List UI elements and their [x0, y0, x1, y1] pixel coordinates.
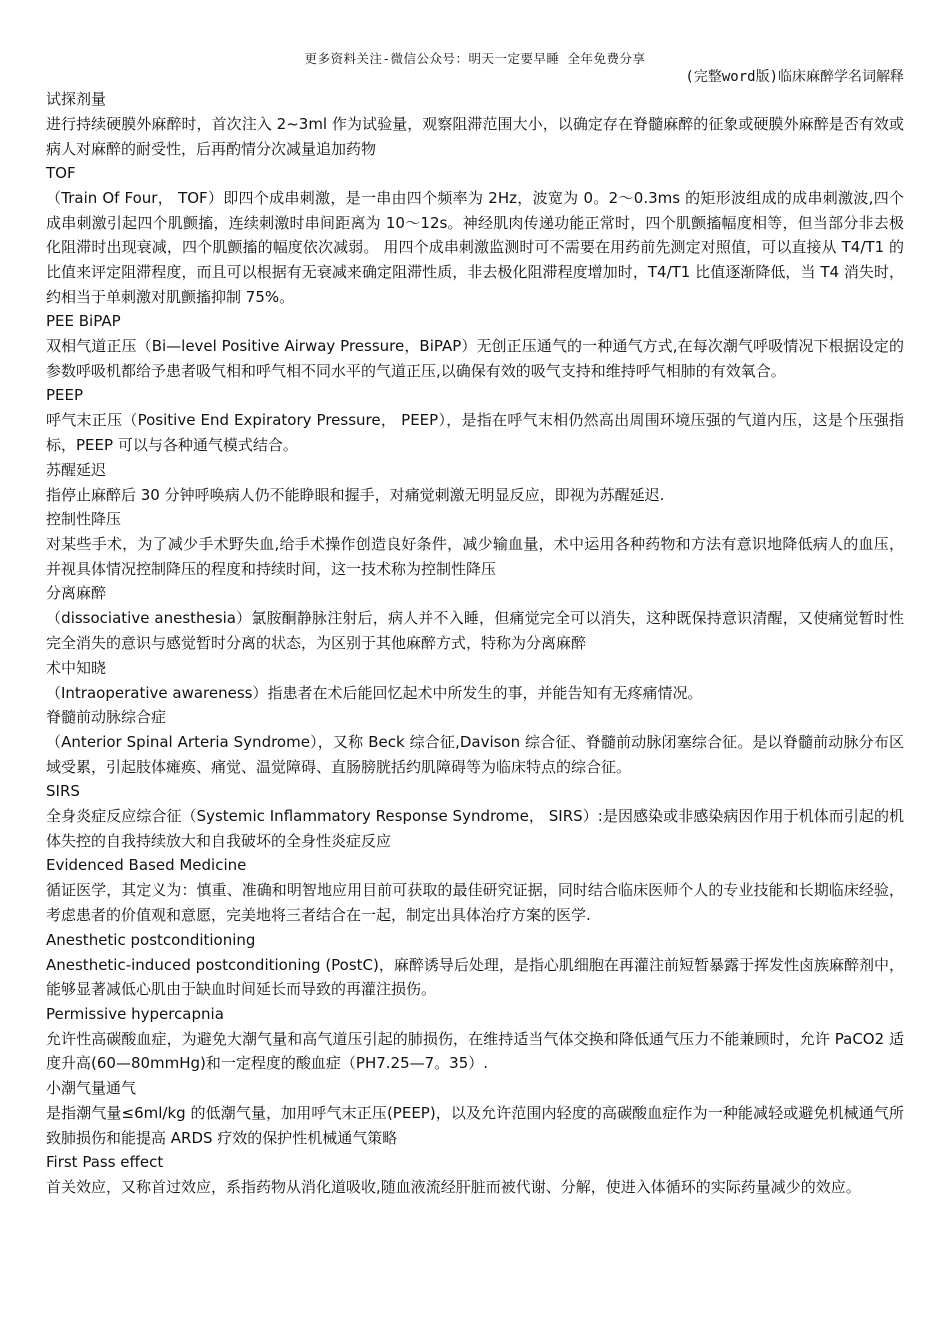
entry-term: PEEP [46, 386, 84, 405]
glossary-entry [46, 1002, 904, 1076]
glossary-entry [46, 928, 904, 1002]
entry-description: 全身炎症反应综合征（Systemic Inflammatory Response Syndrome， SIRS）:是因感染或非感染病因作用于机体而引起的机体失控的自我持续放大和自我破坏的全身性炎症反应 [46, 807, 904, 850]
entry-description: 进行持续硬膜外麻醉时，首次注入 2~3ml 作为试验量，观察阻滞范围大小，以确定存在脊髓麻醉的征象或硬膜外麻醉是否有效或病人对麻醉的耐受性，后再酌情分次减量追加药物 [46, 115, 904, 158]
entry-term: 小潮气量通气 [46, 1079, 137, 1098]
entry-term: 控制性降压 [46, 510, 122, 529]
glossary-entry [46, 705, 904, 779]
entry-description: （dissociative anesthesia）氯胺酮静脉注射后，病人并不入睡，但痛觉完全可以消失，这种既保持意识清醒，又使痛觉暂时性完全消失的意识与感觉暂时分离的状态，为区别于其他麻醉方式，特称为分离麻醉 [46, 609, 904, 652]
entry-term: 脊髓前动脉综合症 [46, 708, 167, 727]
entry-description: （Train Of Four， TOF）即四个成串刺激，是一串由四个频率为 2Hz，波宽为 0。2～0.3ms 的矩形波组成的成串刺激波,四个成串刺激引起四个肌颤搐，连续刺激时串间距离为 10～12s。神经肌肉传递功能正常时，四个肌颤搐幅度相等，但当部分非去极化阻滞时出现衰减，四个肌颤搐的幅度依次减弱。 用四个成串刺激监测时可不需要在用药前先测定对照值，可以直接从 T4/T1 的比值来评定阻滞程度，而且可以根据有无衰减来确定阻滞性质，非去极化阻滞程度增加时，T4/T1 比值逐渐降低，当 T4 消失时，约相当于单刺激对肌颤搐抑制 75%。 [46, 189, 904, 306]
glossary-entry [46, 507, 904, 581]
glossary-entry [46, 309, 904, 383]
glossary-entry [46, 87, 904, 161]
entry-term: 苏醒延迟 [46, 460, 107, 479]
glossary-entry [46, 1150, 904, 1200]
entry-description: 是指潮气量≤6ml/kg 的低潮气量，加用呼气末正压(PEEP)，以及允许范围内轻度的高碳酸血症作为一种能减轻或避免机械通气所致肺损伤和能提高 ARDS 疗效的保护性机械通气策略 [46, 1104, 904, 1147]
glossary-entry [46, 656, 904, 706]
document-title: (完整word版)临床麻醉学名词解释 [685, 69, 904, 85]
glossary-entry [46, 161, 904, 309]
entry-term: SIRS [46, 782, 80, 801]
entry-term: Permissive hypercapnia [46, 1004, 224, 1023]
entry-description: （Anterior Spinal Arteria Syndrome），又称 Beck 综合征,Davison 综合征、脊髓前动脉闭塞综合征。是以脊髓前动脉分布区域受累，引起肢体瘫痪、痛觉、温觉障碍、直肠膀胱括约肌障碍等为临床特点的综合征。 [46, 733, 904, 776]
entry-term: 分离麻醉 [46, 584, 107, 603]
entry-description: 允许性高碳酸血症，为避免大潮气量和高气道压引起的肺损伤，在维持适当气体交换和降低通气压力不能兼顾时，允许 PaCO2 适度升高(60—80mmHg)和一定程度的酸血症（PH7.25—7。35）. [46, 1029, 904, 1073]
entry-description: （Intraoperative awareness）指患者在术后能回忆起术中所发生的事，并能告知有无疼痛情况。 [46, 683, 703, 702]
glossary-entry [46, 458, 904, 508]
glossary-entry [46, 581, 904, 655]
entry-description: 对某些手术，为了减少手术野失血,给手术操作创造良好条件，减少输血量，术中运用各种药物和方法有意识地降低病人的血压，并视具体情况控制降压的程度和持续时间，这一技术称为控制性降压 [46, 535, 904, 578]
entry-description: 首关效应，又称首过效应，系指药物从消化道吸收,随血液流经肝脏而被代谢、分解，使进入体循环的实际药量减少的效应。 [46, 1178, 861, 1197]
entry-description: 指停止麻醉后 30 分钟呼唤病人仍不能睁眼和握手，对痛觉刺激无明显反应，即视为苏醒延迟. [46, 485, 665, 504]
entry-term: 试探剂量 [46, 90, 107, 108]
glossary-entry [46, 779, 904, 853]
entry-term: Evidenced Based Medicine [46, 856, 247, 875]
entry-term: Anesthetic postconditioning [46, 930, 256, 949]
glossary-list [46, 87, 904, 1200]
top-banner: 更多资料关注-微信公众号：明天一定要早睡 全年免费分享 [304, 51, 646, 66]
glossary-entry [46, 853, 904, 927]
entry-description: 循证医学，其定义为：慎重、准确和明智地应用目前可获取的最佳研究证据，同时结合临床医师个人的专业技能和长期临床经验，考虑患者的价值观和意愿，完美地将三者结合在一起，制定出具体治疗方案的医学. [46, 881, 904, 925]
entry-description: 双相气道正压（Bi—level Positive Airway Pressure，BiPAP）无创正压通气的一种通气方式,在每次潮气呼吸情况下根据设定的参数呼吸机都给予患者吸气相和呼气相不同水平的气道正压,以确保有效的吸气支持和维持呼气相肺的有效氧合。 [46, 337, 904, 380]
entry-term: First Pass effect [46, 1153, 164, 1172]
entry-description: Anesthetic-induced postconditioning (PostC)，麻醉诱导后处理，是指心肌细胞在再灌注前短暂暴露于挥发性卤族麻醉剂中，能够显著减低心肌由于缺血时间延长而导致的再灌注损伤。 [46, 955, 904, 999]
glossary-entry [46, 383, 904, 457]
entry-term: PEE BiPAP [46, 312, 121, 331]
entry-term: TOF [46, 164, 76, 183]
glossary-entry [46, 1076, 904, 1150]
entry-term: 术中知晓 [46, 658, 107, 677]
entry-description: 呼气末正压（Positive End Expiratory Pressure， PEEP），是指在呼气末相仍然高出周围环境压强的气道内压，这是个压强指标，PEEP 可以与各种通气模式结合。 [46, 411, 904, 454]
